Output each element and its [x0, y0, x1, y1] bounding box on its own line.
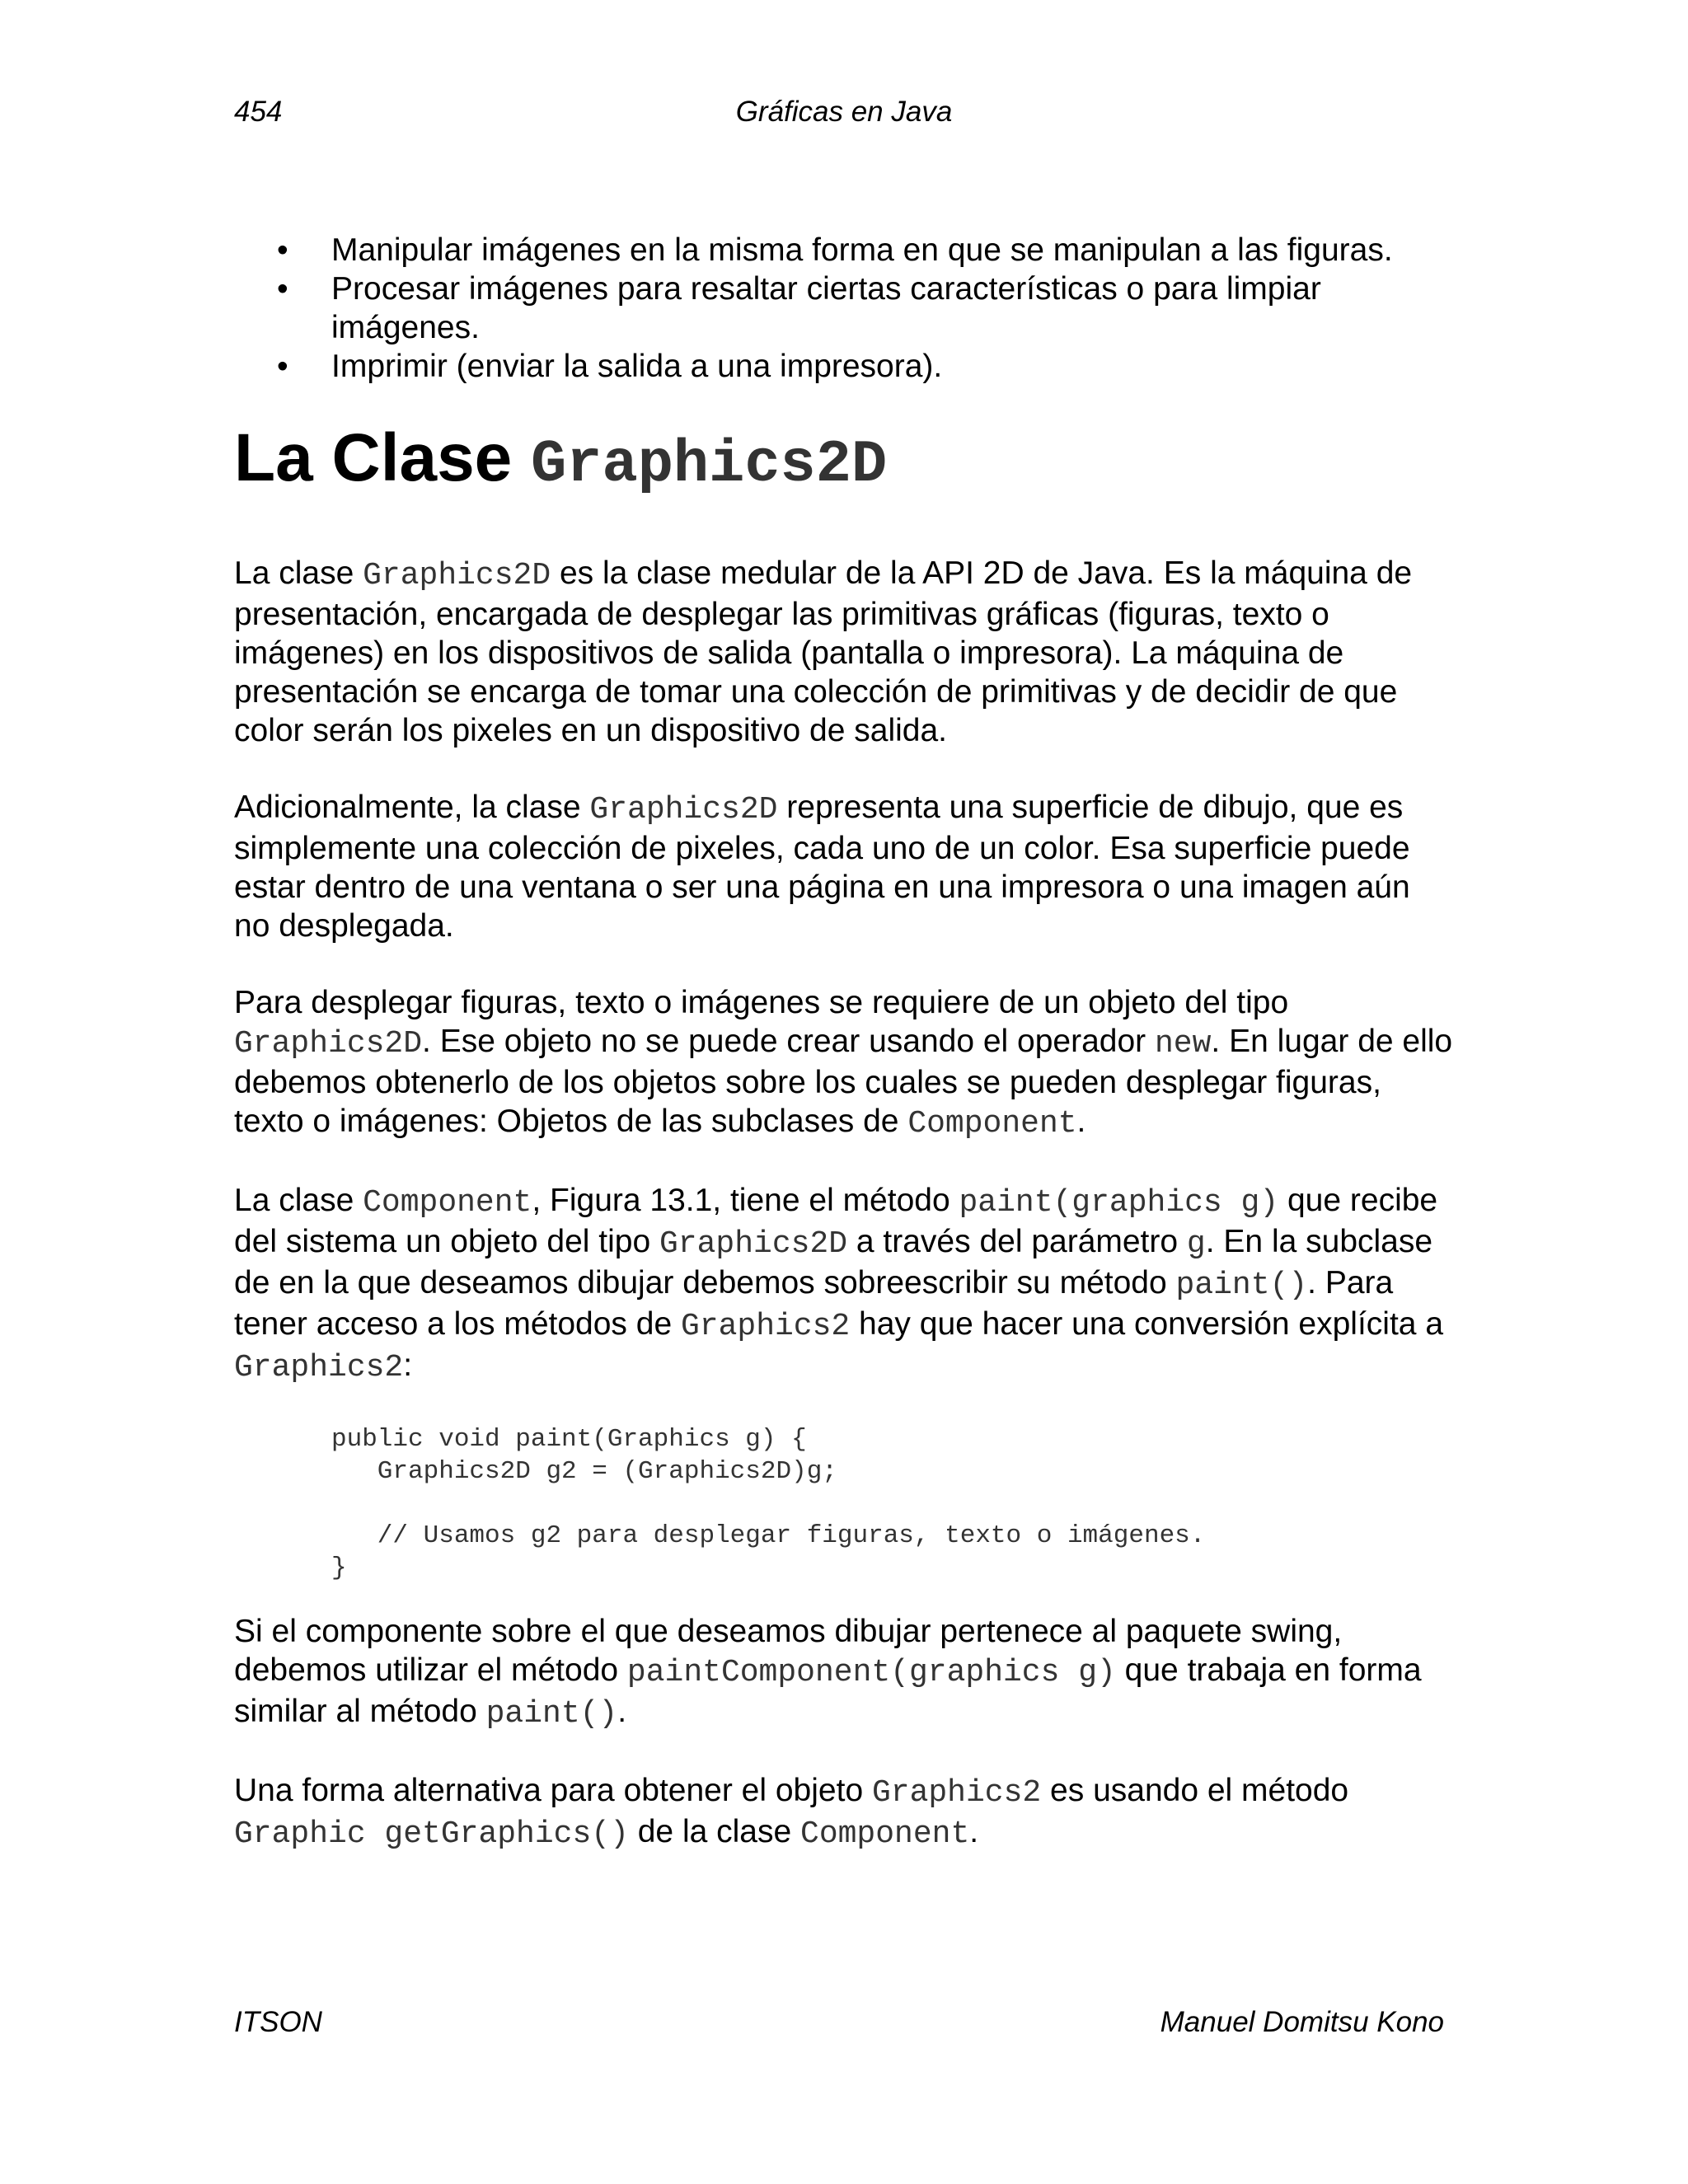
- list-item: • Procesar imágenes para resaltar ciertas características o para limpiar imágenes.: [277, 271, 1321, 345]
- inline-code: new: [1155, 1026, 1212, 1062]
- inline-code: g: [1186, 1226, 1206, 1262]
- list-item: • Manipular imágenes en la misma forma en que se manipulan a las figuras.: [277, 232, 1393, 268]
- running-header-title: Gráficas en Java: [735, 96, 953, 128]
- page-content: [234, 231, 1454, 1854]
- inline-code: Graphics2: [680, 1309, 851, 1344]
- bullet-icon: •: [277, 271, 288, 307]
- bullet-icon: •: [277, 232, 288, 268]
- paragraph-2: Adicionalmente, la clase Graphics2D representa una superficie de dibujo, que es simplemente una colección de pixeles, cada uno de un color. Esa superficie puede estar dentro de una ventana o ser una página en una impresora o una imagen aún no desplegada.: [234, 790, 1410, 944]
- inline-code: paintComponent(graphics g): [626, 1655, 1116, 1690]
- page-number: 454: [234, 96, 283, 128]
- inline-code: Component: [907, 1106, 1077, 1141]
- code-block: public void paint(Graphics g) { Graphics2D g2 = (Graphics2D)g; // Usamos g2 para desplegar figuras, texto o imágenes. }: [331, 1425, 1206, 1582]
- paragraph-4: La clase Component, Figura 13.1, tiene el método paint(graphics g) que recibe del sistema un objeto del tipo Graphics2D a través del parámetro g. En la subclase de en la que deseamos dibujar debemos sobreescribir su método paint(). Para tener acceso a los métodos de Graphics2 hay que hacer una conversión explícita a Graphics2:: [234, 1183, 1444, 1385]
- paragraph-1: La clase Graphics2D es la clase medular de la API 2D de Java. Es la máquina de presentación, encargada de desplegar las primitivas gráficas (figuras, texto o imágenes) en los dispositivos de salida (pantalla o impresora). La máquina de presentación se encarga de tomar una colección de primitivas y de decidir de que color serán los pixeles en un dispositivo de salida.: [234, 555, 1413, 748]
- inline-code: Graphics2: [871, 1775, 1042, 1811]
- paragraph-3: Para desplegar figuras, texto o imágenes se requiere de un objeto del tipo Graphics2D. Ese objeto no se puede crear usando el operador new. En lugar de ello debemos obtenerlo de los objetos sobre los cuales se pueden desplegar figuras, texto o imágenes: Objetos de las subclases de Component.: [234, 985, 1453, 1141]
- footer-author: Manuel Domitsu Kono: [1160, 2006, 1444, 2038]
- inline-code: Graphics2D: [363, 558, 551, 593]
- inline-code: Graphics2D: [589, 792, 778, 827]
- bullet-icon: •: [277, 349, 288, 384]
- inline-code: Graphics2D: [659, 1226, 848, 1262]
- list-item: • Imprimir (enviar la salida a una impresora).: [277, 349, 943, 384]
- inline-code: Graphics2: [234, 1350, 404, 1385]
- inline-code: Component: [800, 1816, 970, 1852]
- inline-code: paint(graphics g): [959, 1185, 1279, 1221]
- paragraph-5: Si el componente sobre el que deseamos dibujar pertenece al paquete swing, debemos utilizar el método paintComponent(graphics g) que trabaja en forma similar al método paint().: [234, 1614, 1422, 1732]
- footer-institution: ITSON: [234, 2006, 322, 2038]
- inline-code: Component: [363, 1185, 532, 1221]
- inline-code: paint(): [485, 1696, 618, 1732]
- inline-code: paint(): [1175, 1268, 1308, 1303]
- paragraph-6: Una forma alternativa para obtener el objeto Graphics2 es usando el método Graphic getGraphics() de la clase Component.: [234, 1773, 1349, 1852]
- inline-code: Graphic getGraphics(): [234, 1816, 629, 1852]
- section-heading: La Clase Graphics2D: [234, 420, 888, 499]
- inline-code: Graphics2D: [234, 1026, 423, 1062]
- bullet-list: [234, 231, 1454, 386]
